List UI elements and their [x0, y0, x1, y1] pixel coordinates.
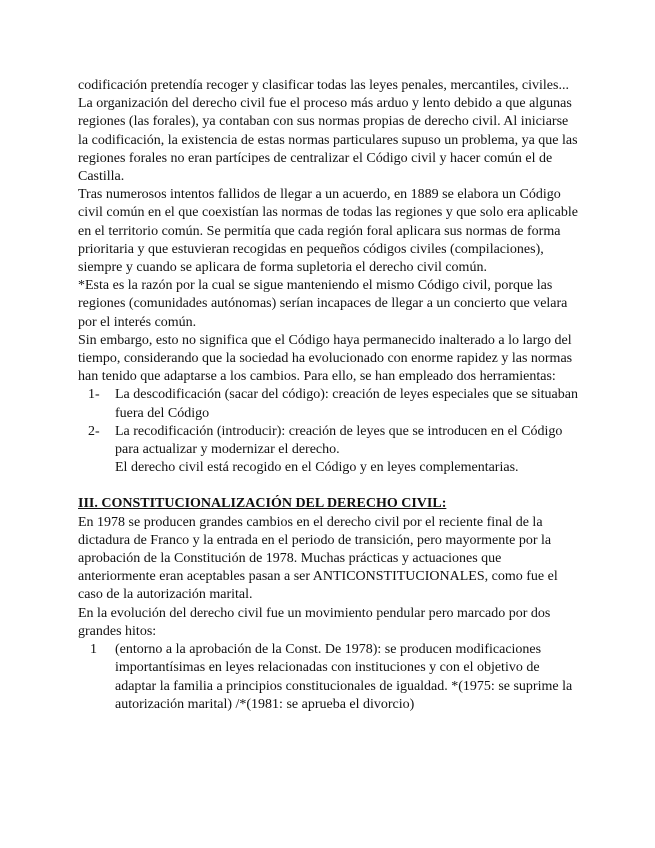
list-item-text: La descodificación (sacar del código): creación de leyes especiales que se situaban fuera del Código — [115, 387, 578, 421]
document-body — [78, 77, 578, 714]
milestones-list — [78, 641, 578, 714]
list-item — [78, 423, 578, 459]
list-item — [78, 386, 578, 422]
list-item-number: 1- — [88, 387, 100, 403]
paragraph-code-evolution: Sin embargo, esto no significa que el Código haya permanecido inalterado a lo largo del tiempo, considerando que la sociedad ha evolucionado con enorme rapidez y las normas han tenido que adaptarse a los cambios. Para ello, se han empleado dos herramientas: — [78, 332, 573, 385]
list-item-text: (entorno a la aprobación de la Const. De 1978): se producen modificaciones importantísimas en leyes relacionadas con instituciones y con el objetivo de adaptar la familia a principios constitucionales de igualdad. *(1975: se suprime la autorización marital) /*(1981: se aprueba el divorcio) — [115, 642, 573, 712]
list-item-number: 2- — [88, 423, 100, 439]
paragraph-autonomous-communities-note: *Esta es la razón por la cual se sigue manteniendo el mismo Código civil, porque las regiones (comunidades autónomas) serían incapaces de llegar a un concierto que velara por el interés común. — [78, 278, 568, 330]
paragraph-codification-scope: codificación pretendía recoger y clasificar todas las leyes penales, mercantiles, civiles... — [78, 78, 569, 93]
section-heading: III. CONSTITUCIONALIZACIÓN DEL DERECHO CIVIL: — [78, 496, 447, 512]
list-item-number: 1 — [90, 642, 97, 658]
list-item-text: La recodificación (introducir): creación de leyes que se introducen en el Código para actualizar y modernizar el derecho. — [115, 423, 563, 458]
paragraph-civil-code-1889: Tras numerosos intentos fallidos de llegar a un acuerdo, en 1889 se elabora un Código civil común en el que coexistían las normas de todas las regiones y que solo era aplicable en el territorio común. Se permitía que cada región foral aplicara sus normas de forma prioritaria y que estuvieran recogidas en pequeños códigos civiles (compilaciones), siempre y cuando se aplicara de forma supletoria el derecho civil común. — [78, 187, 578, 276]
tools-list — [78, 386, 578, 477]
list-item — [78, 641, 578, 714]
paragraph-pendular-movement: En la evolución del derecho civil fue un movimiento pendular pero marcado por dos grandes hitos: — [78, 605, 551, 639]
tools-note: El derecho civil está recogido en el Código y en leyes complementarias. — [115, 460, 519, 476]
paragraph-foral-regions: La organización del derecho civil fue el proceso más arduo y lento debido a que algunas regiones (las forales), ya contaban con sus normas propias de derecho civil. Al iniciarse la codificación, la existencia de estas normas particulares supuso un problema, ya que las regiones forales no eran partícipes de centralizar el Código civil y hacer común el de Castilla. — [78, 96, 578, 185]
paragraph-constitution-1978: En 1978 se producen grandes cambios en el derecho civil por el reciente final de la dictadura de Franco y la entrada en el periodo de transición, pero mayormente por la aprobación de la Constitución de 1978. Muchas prácticas y actuaciones que anteriormente eran aceptables pasan a ser ANTICONSTITUCIONALES, como fue el caso de la autorización marital. — [78, 514, 558, 603]
